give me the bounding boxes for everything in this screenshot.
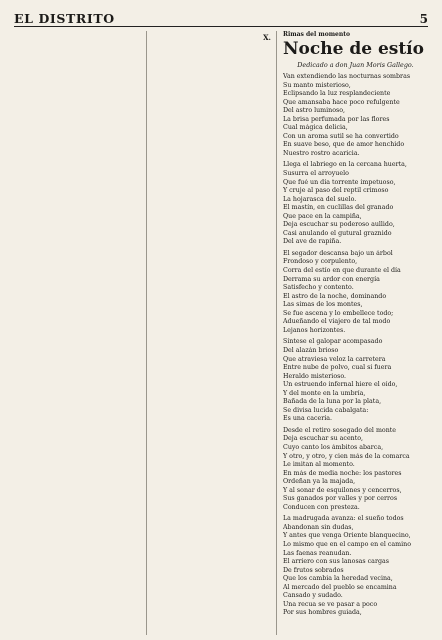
- poem-line: Una recua se ve pasar a poco: [283, 600, 378, 608]
- section-kicker: Rimas del momento: [283, 31, 351, 38]
- poem-line: Del alazán brioso: [283, 346, 339, 354]
- poem-line: La madrugada avanza: el sueño todos: [283, 515, 404, 523]
- poem-line: Y del monte en la umbría,: [283, 389, 366, 397]
- poem-line: Lejanos horizontes.: [283, 326, 346, 334]
- poem-column: [277, 31, 428, 635]
- poem-line: Que atraviesa veloz la carretera: [283, 355, 386, 363]
- poem-line: Sus ganados por valles y por cerros: [283, 495, 398, 503]
- poem-line: Heraldo misterioso.: [283, 372, 347, 380]
- poem-line: Llega el labriego en la cercana huerta,: [283, 161, 407, 169]
- poem-line: Bañada de la luna por la plata,: [283, 398, 382, 406]
- page-number: 5: [419, 12, 428, 26]
- poem-line: Adueñando el viajero de tal modo: [283, 318, 391, 326]
- poem-line: Las simas de los montes,: [283, 301, 363, 309]
- poem-line: Del astro luminoso,: [283, 107, 346, 115]
- poem-line: El segador descansa bajo un árbol: [283, 249, 393, 257]
- article-signature: X.: [263, 33, 271, 42]
- poem-dedication: Dedicado a don Juan Moris Gallego.: [297, 61, 414, 69]
- poem-line: En suave beso, que de amor henchido: [283, 141, 405, 149]
- masthead: EL DISTRITO: [14, 11, 115, 26]
- poem-line: La brisa perfumada por las flores: [283, 115, 390, 123]
- poem-line: El mastín, en cuclillas del granado: [283, 204, 394, 212]
- poem-line: Frondoso y corpulento,: [283, 258, 358, 266]
- poem-line: Ordeñan ya la majada,: [283, 478, 356, 486]
- poem-line: Que los cambia la heredad vecina,: [283, 575, 393, 583]
- poem-line: Y otro, y otro, y cien más de la comarca: [283, 452, 410, 460]
- poem-line: Que amansaba hace poco refulgente: [283, 98, 400, 106]
- article-column-1: [14, 31, 146, 635]
- poem-line: Conducen con presteza.: [283, 503, 360, 511]
- poem-line: Del ave de rapiña.: [283, 238, 342, 246]
- poem-line: Con un aroma sutil se ha convertido: [283, 132, 399, 140]
- poem-line: Al mercado del pueblo se encamina: [283, 583, 397, 591]
- poem-line: Entre nube de polvo, cual si fuera: [283, 364, 392, 372]
- poem-line: Derrama su ardor con energía: [283, 275, 380, 283]
- poem-line: Desde el retiro sosegado del monte: [283, 426, 397, 434]
- poem-line: Susurra el arroyuelo: [283, 170, 349, 178]
- poem-line: La hojarasca del suelo.: [283, 195, 357, 203]
- poem-line: Deja escuchar su acento,: [283, 435, 364, 443]
- poem-line: Por sus hombres guiada,: [283, 609, 362, 617]
- poem-line: Las faenas reanudan.: [283, 549, 352, 557]
- poem-line: Lo mismo que en el campo en el camino: [283, 540, 412, 548]
- page-header: [14, 6, 428, 27]
- poem-line: Eclipsando la luz resplandeciente: [283, 90, 391, 98]
- poem-line: Cual mágica delicia,: [283, 124, 348, 132]
- poem-line: Su manto misterioso,: [283, 81, 351, 89]
- poem-line: El astro de la noche, dominando: [283, 292, 387, 300]
- poem-line: Un estruendo infernal hiere el oído,: [283, 381, 398, 389]
- article-column-2: [146, 31, 277, 635]
- poem-line: Nuestro rostro acaricia.: [283, 149, 360, 157]
- poem-line: Van extendiendo las nocturnas sombras: [283, 73, 411, 80]
- poem-line: Se fue ascena y lo embellece todo;: [283, 309, 394, 317]
- poem-line: Síntese el galopar acompasado: [283, 338, 383, 346]
- poem-line: Que pace en la campiña,: [283, 212, 362, 220]
- poem-line: Y al sonar de esquilones y cencerros,: [283, 486, 402, 494]
- poem-line: Satisfecho y contento.: [283, 284, 354, 292]
- poem-line: Que fué un día torrente impetuoso,: [283, 178, 396, 186]
- poem-line: Cuyo canto los ámbitos abarca,: [283, 443, 384, 451]
- poem-line: Es una cacería.: [283, 415, 333, 423]
- poem-lines: [283, 73, 428, 618]
- poem-title: Noche de estío: [283, 39, 424, 59]
- poem-line: Casi anulando el gutural graznido: [283, 229, 392, 237]
- poem-line: Corra del estío en que durante el día: [283, 267, 401, 275]
- poem-line: Deja escuchar su poderoso aullido,: [283, 221, 395, 229]
- poem-line: Cansado y sudado.: [283, 592, 343, 600]
- poem-line: Abandonan sin dudas,: [283, 523, 354, 531]
- poem-line: Y antes que venga Oriente blanquecino,: [283, 532, 411, 540]
- poem-line: Le imitan al momento.: [283, 461, 355, 469]
- columns: [14, 31, 428, 635]
- poem-line: De frutos sobrados: [283, 566, 344, 574]
- poem-line: Se divisa lucida cabalgata:: [283, 406, 369, 414]
- poem-line: El arriero con sus lanosas cargas: [283, 558, 389, 566]
- poem-line: En más de media noche: los pastores: [283, 469, 402, 477]
- poem-line: Y cruje al paso del reptil crimoso: [283, 187, 389, 195]
